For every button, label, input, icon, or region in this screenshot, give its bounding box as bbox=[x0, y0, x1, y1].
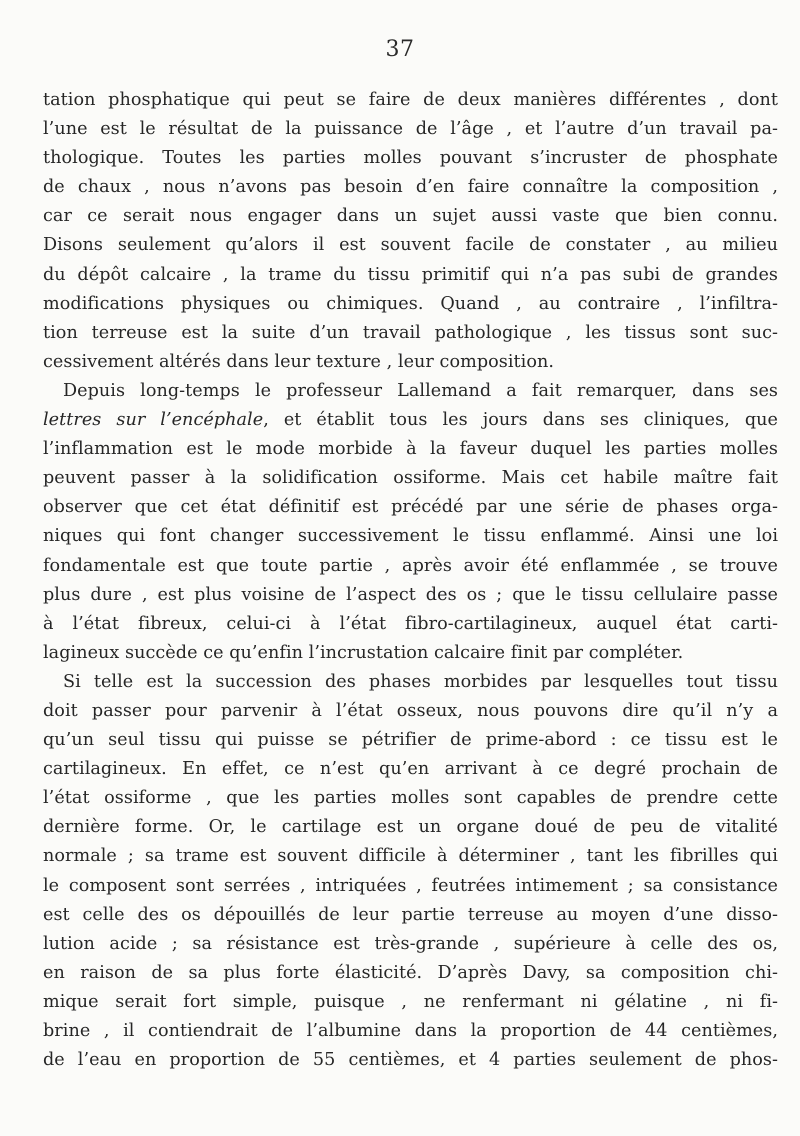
body-text bbox=[43, 86, 778, 1075]
text-line: l’une est le résultat de la puissance de l’âge , et l’autre d’un travail pa- bbox=[43, 119, 778, 140]
text-line: Depuis long-temps le professeur Lallemand a fait remarquer, dans ses bbox=[63, 380, 778, 401]
text-line: l’état ossiforme , que les parties molles sont capables de prendre cette bbox=[43, 788, 778, 809]
text-line: Disons seulement qu’alors il est souvent facile de constater , au milieu bbox=[43, 235, 778, 256]
text-line: Si telle est la succession des phases morbides par lesquelles tout tissu bbox=[63, 671, 778, 692]
text-line-mixed bbox=[43, 406, 778, 435]
text-line: thologique. Toutes les parties molles pouvant s’incruster de phosphate bbox=[43, 148, 778, 169]
text-line: cessivement altérés dans leur texture , leur composition. bbox=[43, 351, 554, 372]
text-line: normale ; sa trame est souvent difficile à déterminer , tant les fibrilles qui bbox=[43, 846, 778, 867]
italic-title: lettres sur l’encéphale bbox=[43, 410, 264, 431]
text-line: niques qui font changer successivement le tissu enflammé. Ainsi une loi bbox=[43, 526, 778, 547]
text-line: observer que cet état définitif est précédé par une série de phases orga- bbox=[43, 497, 778, 518]
text-line: peuvent passer à la solidification ossiforme. Mais cet habile maître fait bbox=[43, 468, 778, 489]
text-line: lagineux succède ce qu’enfin l’incrustation calcaire finit par compléter. bbox=[43, 642, 684, 663]
text-line: fondamentale est que toute partie , après avoir été enflammée , se trouve bbox=[43, 555, 778, 576]
text-line: est celle des os dépouillés de leur partie terreuse au moyen d’une disso- bbox=[43, 904, 778, 925]
text-line: tion terreuse est la suite d’un travail pathologique , les tissus sont suc- bbox=[43, 322, 778, 343]
text-line: modifications physiques ou chimiques. Quand , au contraire , l’infiltra- bbox=[43, 293, 778, 314]
text-line: l’inflammation est le mode morbide à la faveur duquel les parties molles bbox=[43, 439, 778, 460]
text-line: car ce serait nous engager dans un sujet aussi vaste que bien connu. bbox=[43, 206, 778, 227]
text-line: qu’un seul tissu qui puisse se pétrifier de prime-abord : ce tissu est le bbox=[43, 730, 778, 751]
text-line: doit passer pour parvenir à l’état osseux, nous pouvons dire qu’il n’y a bbox=[43, 700, 778, 721]
text-line: à l’état fibreux, celui-ci à l’état fibro-cartilagineux, auquel état carti- bbox=[43, 613, 778, 634]
text-line: brine , il contiendrait de l’albumine dans la proportion de 44 centièmes, bbox=[43, 1021, 778, 1041]
text-line: cartilagineux. En effet, ce n’est qu’en arrivant à ce degré prochain de bbox=[43, 759, 778, 780]
text-line: le composent sont serrées , intriquées , feutrées intimement ; sa consistance bbox=[43, 875, 778, 896]
text-line: tation phosphatique qui peut se faire de deux manières différentes , dont bbox=[43, 90, 778, 110]
text-line: de l’eau en proportion de 55 centièmes, et 4 parties seulement de phos- bbox=[43, 1050, 778, 1071]
text-line: lution acide ; sa résistance est très-grande , supérieure à celle des os, bbox=[43, 933, 778, 954]
text-line: du dépôt calcaire , la trame du tissu primitif qui n’a pas subi de grandes bbox=[43, 264, 778, 285]
text-line: en raison de sa plus forte élasticité. D’après Davy, sa composition chi- bbox=[43, 962, 778, 983]
text-line: plus dure , est plus voisine de l’aspect des os ; que le tissu cellulaire passe bbox=[43, 584, 778, 605]
text-line: de chaux , nous n’avons pas besoin d’en faire connaître la composition , bbox=[43, 177, 778, 198]
text-line: dernière forme. Or, le cartilage est un organe doué de peu de vitalité bbox=[43, 817, 778, 838]
text-line: mique serait fort simple, puisque , ne renfermant ni gélatine , ni fi- bbox=[43, 991, 778, 1012]
page-number: 37 bbox=[385, 37, 415, 62]
text-fragment: , et établit tous les jours dans ses cliniques, que bbox=[263, 410, 778, 431]
